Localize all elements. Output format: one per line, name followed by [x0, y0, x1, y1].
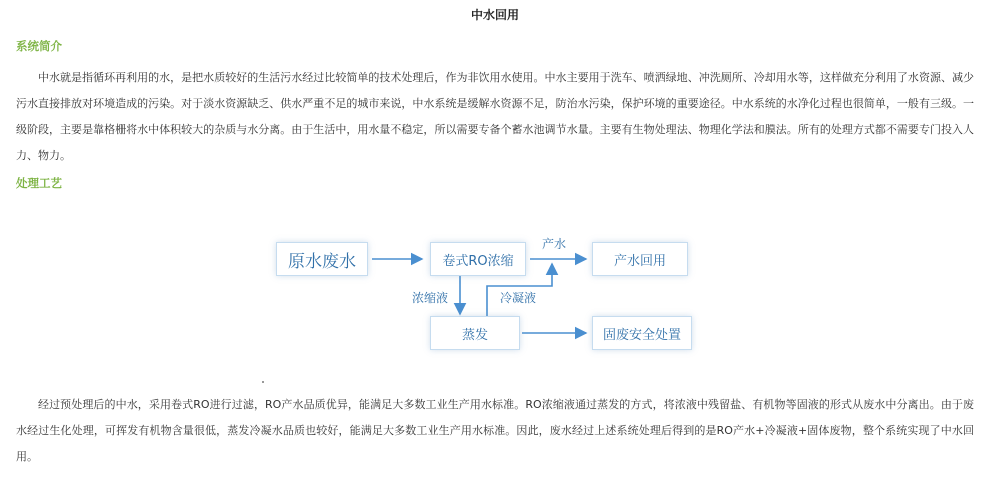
section-heading-process: 处理工艺 [16, 176, 62, 190]
page-title: 中水回用 [470, 8, 519, 22]
label-condensate: 冷凝液 [500, 291, 537, 305]
evaporation-box: 蒸发 [430, 316, 520, 350]
solid-waste-box: 固废安全处置 [592, 316, 692, 350]
product-water-box: 产水回用 [592, 242, 688, 276]
stray-dot [262, 381, 264, 383]
section-heading-intro: 系统简介 [16, 39, 62, 53]
process-flow-diagram [270, 230, 710, 360]
label-product: 产水 [542, 237, 567, 251]
raw-water-box: 原水废水 [276, 242, 368, 276]
process-paragraph: 经过预处理后的中水，采用卷式RO进行过滤，RO产水品质优异，能满足大多数工业生产用水标准。RO浓缩液通过蒸发的方式，将浓液中残留盐、有机物等固液的形式从废水中分离出。由于废水经过生化处理，可挥发有机物含量很低，蒸发冷凝水品质也较好，能满足大多数工业生产用水标准。因此，废水经过上述系统处理后得到的是RO产水+冷凝液+固体废物，整个系统实现了中水回用。 [16, 398, 974, 463]
ro-concentration-box: 卷式RO浓缩 [430, 242, 526, 276]
intro-paragraph: 中水就是指循环再利用的水，是把水质较好的生活污水经过比较简单的技术处理后，作为非饮用水使用。中水主要用于洗车、喷洒绿地、冲洗厕所、冷却用水等，这样做充分利用了水资源、减少污水直接排放对环境造成的污染。对于淡水资源缺乏、供水严重不足的城市来说，中水系统是缓解水资源不足，防治水污染，保护环境的重要途径。中水系统的水净化过程也很简单，一般有三级。一级阶段，主要是靠格栅将水中体积较大的杂质与水分离。由于生活中，用水量不稳定，所以需要专备个蓄水池调节水量。主要有生物处理法、物理化学法和膜法。所有的处理方式都不需要专门投入人力、物力。 [16, 71, 974, 162]
label-concentrate: 浓缩液 [412, 291, 449, 305]
